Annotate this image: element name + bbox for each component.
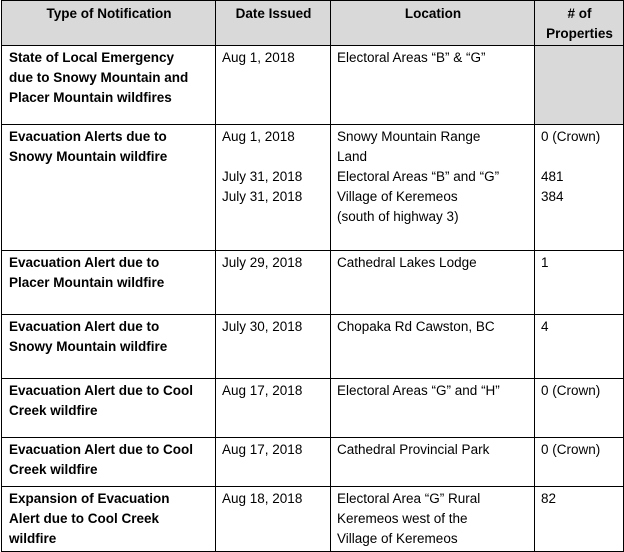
cell-properties	[535, 125, 624, 251]
cell-properties-line: 0 (Crown)	[541, 383, 601, 398]
cell-properties	[535, 379, 624, 438]
cell-properties-line: 0 (Crown)	[541, 129, 601, 144]
cell-properties-line	[541, 147, 618, 167]
cell-location-line: Village of Keremeos	[337, 189, 458, 204]
header-properties	[535, 1, 624, 46]
notifications-table	[1, 0, 624, 552]
cell-type	[2, 46, 216, 125]
header-row	[2, 1, 624, 46]
cell-date	[216, 315, 331, 379]
cell-type	[2, 315, 216, 379]
cell-date-line: Aug 1, 2018	[222, 129, 295, 144]
cell-location	[331, 487, 535, 552]
table-row	[2, 487, 624, 552]
cell-location	[331, 251, 535, 315]
cell-type-line: Snowy Mountain wildfire	[9, 149, 168, 164]
cell-type-line: Expansion of Evacuation	[9, 491, 170, 506]
cell-date-line: Aug 17, 2018	[222, 442, 303, 457]
cell-location-line: Chopaka Rd Cawston, BC	[337, 319, 495, 334]
header-date: Date Issued	[216, 1, 331, 46]
cell-location-line: (south of highway 3)	[337, 209, 459, 224]
cell-location-line: Electoral Areas “G” and “H”	[337, 383, 500, 398]
cell-date	[216, 125, 331, 251]
cell-type	[2, 438, 216, 487]
cell-properties	[535, 46, 624, 125]
table-row	[2, 315, 624, 379]
cell-properties	[535, 251, 624, 315]
cell-location	[331, 125, 535, 251]
cell-date	[216, 487, 331, 552]
header-properties-line2: Properties	[546, 26, 613, 41]
cell-location-line: Land	[337, 149, 368, 164]
cell-date	[216, 379, 331, 438]
cell-type-line: Placer Mountain wildfires	[9, 90, 172, 105]
cell-date-line: July 30, 2018	[222, 319, 303, 334]
cell-type-line: Creek wildfire	[9, 403, 98, 418]
cell-location-line: Snowy Mountain Range	[337, 129, 481, 144]
cell-type-line: wildfire	[9, 531, 57, 546]
cell-date-line: Aug 17, 2018	[222, 383, 303, 398]
table-row	[2, 125, 624, 251]
cell-date	[216, 438, 331, 487]
cell-properties	[535, 315, 624, 379]
cell-type	[2, 251, 216, 315]
cell-type-line: Evacuation Alert due to	[9, 255, 160, 270]
cell-date	[216, 46, 331, 125]
cell-properties-line: 481	[541, 169, 564, 184]
cell-location-line: Village of Keremeos	[337, 531, 458, 546]
cell-location-line: Electoral Areas “B” and “G”	[337, 169, 500, 184]
cell-location	[331, 315, 535, 379]
cell-date	[216, 251, 331, 315]
header-location: Location	[331, 1, 535, 46]
cell-date-line: Aug 18, 2018	[222, 491, 303, 506]
cell-properties-line: 82	[541, 491, 557, 506]
cell-date-line: July 31, 2018	[222, 189, 303, 204]
table-row	[2, 251, 624, 315]
cell-type-line: Alert due to Cool Creek	[9, 511, 160, 526]
table-row	[2, 46, 624, 125]
cell-properties-line: 1	[541, 255, 549, 270]
cell-properties	[535, 438, 624, 487]
cell-type-line: Evacuation Alerts due to	[9, 129, 167, 144]
table-row	[2, 379, 624, 438]
cell-type-line: State of Local Emergency	[9, 50, 175, 65]
cell-date-line	[222, 147, 325, 167]
cell-type-line: Placer Mountain wildfire	[9, 275, 165, 290]
cell-date-line: Aug 1, 2018	[222, 50, 295, 65]
cell-type-line: Evacuation Alert due to	[9, 319, 160, 334]
cell-properties-line: 0 (Crown)	[541, 442, 601, 457]
cell-type	[2, 125, 216, 251]
header-properties-line1: # of	[567, 6, 592, 21]
cell-location-line: Cathedral Provincial Park	[337, 442, 490, 457]
header-type: Type of Notification	[2, 1, 216, 46]
cell-date-line: July 31, 2018	[222, 169, 303, 184]
cell-properties-line: 384	[541, 189, 564, 204]
cell-type-line: Evacuation Alert due to Cool	[9, 383, 194, 398]
cell-location-line: Keremeos west of the	[337, 511, 468, 526]
cell-location-line: Cathedral Lakes Lodge	[337, 255, 477, 270]
cell-type-line: Snowy Mountain wildfire	[9, 339, 168, 354]
cell-date-line: July 29, 2018	[222, 255, 303, 270]
cell-type-line: Evacuation Alert due to Cool	[9, 442, 194, 457]
cell-location	[331, 438, 535, 487]
cell-properties-line: 4	[541, 319, 549, 334]
cell-type-line: due to Snowy Mountain and	[9, 70, 189, 85]
cell-location	[331, 46, 535, 125]
cell-location-line: Electoral Areas “B” & “G”	[337, 50, 486, 65]
cell-location	[331, 379, 535, 438]
table-row	[2, 438, 624, 487]
cell-location-line: Electoral Area “G” Rural	[337, 491, 481, 506]
cell-type	[2, 487, 216, 552]
cell-type	[2, 379, 216, 438]
cell-properties	[535, 487, 624, 552]
cell-type-line: Creek wildfire	[9, 462, 98, 477]
